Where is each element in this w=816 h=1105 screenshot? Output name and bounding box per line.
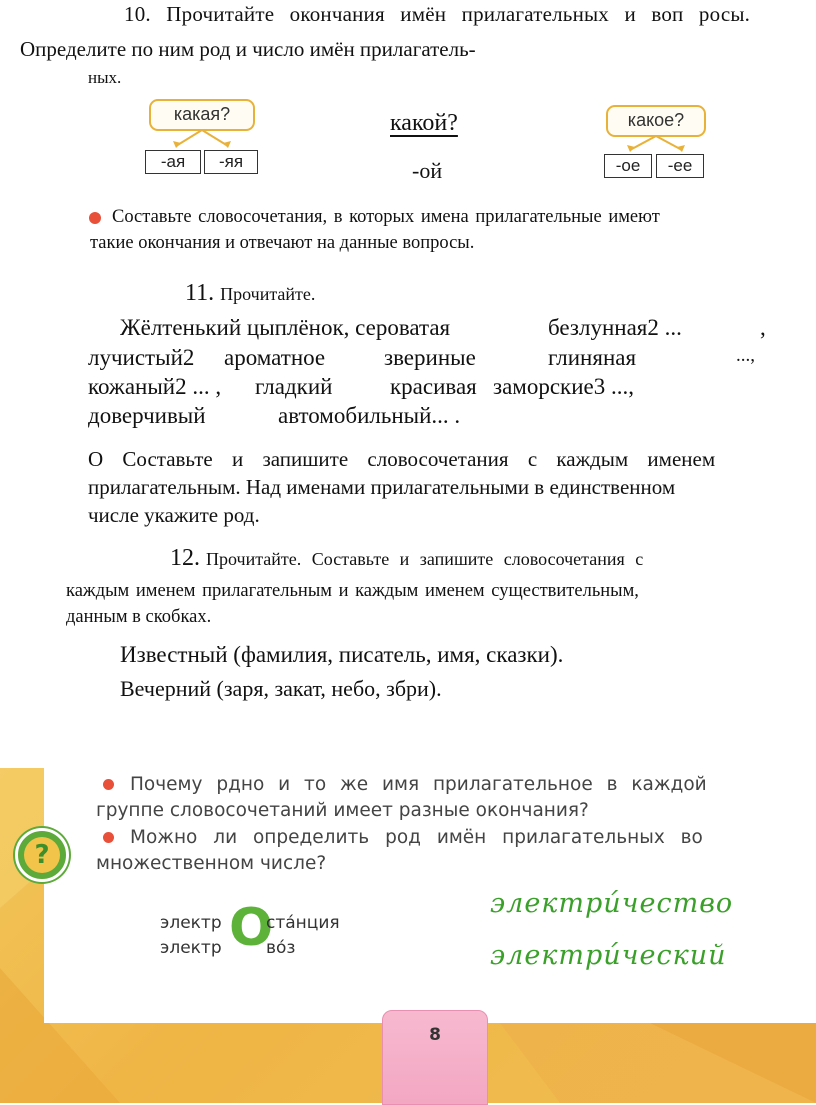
page-number-tab [382, 1010, 488, 1105]
example-2: Вечерний (заря, закат, небо, збри). [120, 676, 442, 701]
vocab-connector-o: О [229, 898, 274, 958]
ending-aya [145, 150, 201, 174]
example-1: Известный (фамилия, писатель, имя, сказки). [120, 642, 564, 667]
ending-oe [604, 154, 652, 178]
task10-heading-line2: Определите по ним род и число имён прилагатель- [20, 37, 476, 61]
ending-aya-text: -ая [160, 152, 186, 171]
question-badge [15, 828, 69, 882]
arrows-right [604, 134, 708, 154]
question-icon: ? [24, 837, 60, 873]
word-row-3b: гладкий [255, 374, 333, 399]
bullet-icon [89, 212, 101, 224]
vocab-word-2: во́з [266, 938, 296, 958]
vocab-prefix-1: электр [160, 913, 222, 933]
task11-instruction-line1: О Составьте и запишите словосочетания с каждым именем [88, 447, 716, 471]
bullet-icon-q2 [103, 832, 114, 843]
word-row-3c: красивая [390, 374, 477, 399]
word-row-4a: доверчивый [88, 403, 206, 428]
question-box-kakaya [149, 99, 255, 131]
ending-oy: -ой [412, 158, 443, 183]
word-row-1b: безлунная2 ... [548, 315, 682, 340]
task11-number: 11. [185, 280, 215, 306]
task12-title-line1: Прочитайте. Составьте и запишите словосочетания с [206, 549, 644, 569]
word-row-1a: Жёлтенький цыплёнок, сероватая [120, 315, 451, 340]
word-row-2c: звериные [384, 345, 476, 370]
page-number: 8 [429, 1025, 441, 1045]
task11-heading [185, 280, 315, 307]
bullet-icon-q1 [103, 779, 114, 790]
task10-heading: 10. Прочитайте окончания имён прилагательных и воп росы. [124, 2, 751, 26]
vocab-prefix-2: электр [160, 938, 222, 958]
task11-title: Прочитайте. [220, 284, 316, 304]
script-word-1: электри́чество [490, 888, 734, 919]
question-kakoe: какое? [627, 110, 685, 130]
question-kakoy: какой? [390, 110, 458, 136]
vocab-word-1: ста́нция [266, 913, 340, 933]
task12-heading [170, 545, 643, 572]
word-row-4b: автомобильный... . [278, 403, 461, 428]
task11-instruction-line2: прилагательным. Над именами прилагательными в единственном [88, 475, 676, 499]
question-1-line2: группе словосочетаний имеет разные окончания? [96, 800, 589, 821]
task11-instruction-line3: числе укажите род. [88, 503, 260, 527]
ending-yaya-text: -яя [218, 152, 244, 171]
word-row-2b: ароматное [224, 345, 326, 370]
question-2-line2: множественном числе? [96, 853, 327, 874]
word-row-2e: ..., [736, 345, 755, 366]
question-box-kakoe [606, 105, 706, 137]
question-2-line1: Можно ли определить род имён прилагательных во [130, 827, 703, 848]
ending-ee-text: -ее [667, 156, 693, 175]
ending-ee [656, 154, 704, 178]
task10-instruction-line1: Составьте словосочетания, в которых имена прилагательные имеют [112, 207, 660, 227]
script-word-2: электри́ческий [490, 940, 727, 971]
ending-oe-text: -ое [615, 156, 641, 175]
question-1-line1: Почему рдно и то же имя прилагательное в каждой [130, 774, 707, 795]
task12-number: 12. [170, 545, 200, 571]
question-kakaya: какая? [173, 104, 231, 124]
word-row-3d: заморские3 ..., [493, 374, 634, 399]
arrows-left [150, 128, 254, 150]
task10-heading-line3: ных. [88, 68, 122, 87]
ending-yaya [204, 150, 258, 174]
task12-title-line2: каждым именем прилагательным и каждым именем существительным, [66, 581, 639, 601]
word-row-2d: глиняная [548, 345, 637, 370]
word-row-2a: лучистый2 [88, 345, 195, 370]
task10-instruction-line2: такие окончания и отвечают на данные вопросы. [90, 233, 475, 253]
word-row-3a: кожаный2 ... , [88, 374, 222, 399]
word-row-1c: , [760, 315, 766, 340]
task12-title-line3: данным в скобках. [66, 607, 212, 627]
